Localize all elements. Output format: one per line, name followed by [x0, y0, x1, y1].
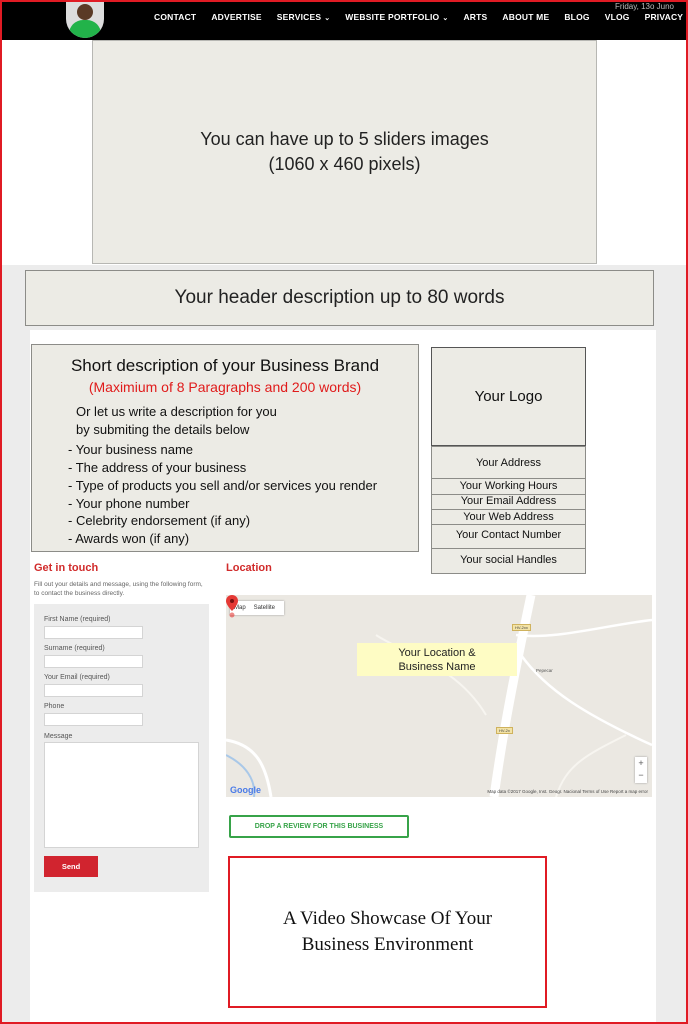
email-input[interactable]: [44, 684, 143, 697]
surname-label: Surname (required): [44, 645, 105, 652]
avatar[interactable]: [66, 2, 104, 38]
menu-item-about-me[interactable]: [502, 12, 549, 22]
social-handles: Your social Handles: [460, 554, 557, 566]
top-navigation-bar: [2, 2, 686, 40]
description-item: - Awards won (if any): [68, 531, 190, 546]
slider-text-line1: You can have up to 5 sliders images: [200, 129, 489, 149]
email-label: Your Email (required): [44, 674, 110, 681]
menu-item-privacy[interactable]: [645, 12, 684, 22]
menu-item-vlog[interactable]: [605, 12, 630, 22]
zoom-out-button[interactable]: −: [638, 770, 644, 780]
menu-item-label: ARTS: [463, 12, 488, 22]
avatar-shirt: [69, 20, 101, 38]
slider-placeholder[interactable]: [92, 40, 597, 264]
email-address: Your Email Address: [460, 495, 557, 507]
place-label: Pepecar: [536, 668, 553, 673]
map-pin-icon[interactable]: [226, 595, 238, 619]
divider: [432, 524, 585, 525]
menu-item-label: WEBSITE PORTFOLIO: [345, 12, 440, 22]
marker-label-line2: Business Name: [398, 661, 476, 673]
phone-input[interactable]: [44, 713, 143, 726]
zoom-control[interactable]: [635, 757, 647, 783]
phone-label: Phone: [44, 703, 65, 710]
chevron-down-icon: ⌄: [442, 15, 449, 22]
menu-item-label: VLOG: [604, 12, 630, 22]
menu-item-website-portfolio[interactable]: [345, 12, 448, 22]
business-info-box: [431, 446, 586, 574]
menu-item-arts[interactable]: [463, 12, 487, 22]
working-hours: Your Working Hours: [459, 480, 558, 492]
description-item: - Your phone number: [68, 496, 190, 511]
main-menu: [154, 12, 688, 22]
contact-subtext: Fill out your details and message, using the following form, to contact the business directly.: [34, 581, 203, 597]
description-intro: by submiting the details below: [76, 422, 250, 437]
business-address: Your Address: [475, 457, 542, 469]
send-button[interactable]: Send: [44, 856, 98, 877]
message-textarea[interactable]: [44, 742, 199, 848]
first-name-label: First Name (required): [44, 616, 111, 623]
divider: [432, 478, 585, 479]
menu-item-advertise[interactable]: [211, 12, 261, 22]
map-footer: Map data ©2017 Google, Inst. Geogr. Nacional Terms of Use Report a map error: [487, 789, 648, 794]
marker-label-line1: Your Location &: [398, 647, 476, 659]
menu-item-label: PRIVACY: [644, 12, 684, 22]
header-description-box: Your header description up to 80 words: [25, 270, 654, 326]
first-name-input[interactable]: [44, 626, 143, 639]
description-item: - Your business name: [68, 442, 194, 457]
divider: [432, 509, 585, 510]
description-subtitle: (Maximium of 8 Paragraphs and 200 words): [88, 379, 362, 395]
location-marker-label: [357, 643, 517, 676]
map[interactable]: [226, 595, 652, 797]
contact-number: Your Contact Number: [455, 529, 562, 541]
map-tab[interactable]: Map: [234, 605, 246, 611]
menu-item-label: BLOG: [564, 12, 590, 22]
road-badge: HV-2x: [496, 727, 513, 734]
slider-text-line2: (1060 x 460 pixels): [268, 154, 421, 174]
map-type-control[interactable]: [230, 601, 284, 615]
web-address: Your Web Address: [463, 511, 554, 523]
google-logo: Google: [230, 785, 261, 795]
description-title: Short description of your Business Brand: [70, 356, 380, 375]
menu-item-contact[interactable]: [154, 12, 196, 22]
video-text-line2: Business Environment: [301, 934, 474, 955]
logo-placeholder: Your Logo: [431, 347, 586, 446]
video-text-line1: A Video Showcase Of Your: [282, 908, 493, 929]
business-description-box: [31, 344, 419, 552]
description-item: - Celebrity endorsement (if any): [68, 513, 251, 528]
map-roads: [226, 595, 652, 797]
date-text: Friday, 13o Juno: [615, 2, 674, 11]
menu-item-label: CONTACT: [154, 12, 197, 22]
drop-review-button[interactable]: DROP A REVIEW FOR THIS BUSINESS: [229, 815, 409, 838]
menu-item-blog[interactable]: [564, 12, 589, 22]
description-intro: Or let us write a description for you: [76, 404, 277, 419]
location-heading: Location: [226, 562, 272, 574]
satellite-tab[interactable]: Satellite: [253, 605, 276, 611]
menu-item-label: ABOUT ME: [502, 12, 550, 22]
menu-item-services[interactable]: [277, 12, 331, 22]
description-item: - The address of your business: [68, 460, 247, 475]
contact-heading: Get in touch: [34, 562, 99, 574]
road-badge: HV-2xx: [512, 624, 531, 631]
divider: [432, 548, 585, 549]
zoom-in-button[interactable]: +: [638, 758, 644, 768]
menu-item-label: ADVERTISE: [211, 12, 262, 22]
avatar-head: [77, 4, 93, 20]
video-showcase-placeholder[interactable]: [228, 856, 547, 1008]
surname-input[interactable]: [44, 655, 143, 668]
chevron-down-icon: ⌄: [324, 15, 331, 22]
menu-item-label: SERVICES: [276, 12, 322, 22]
description-item: - Type of products you sell and/or services you render: [68, 478, 378, 493]
message-label: Message: [44, 733, 73, 740]
